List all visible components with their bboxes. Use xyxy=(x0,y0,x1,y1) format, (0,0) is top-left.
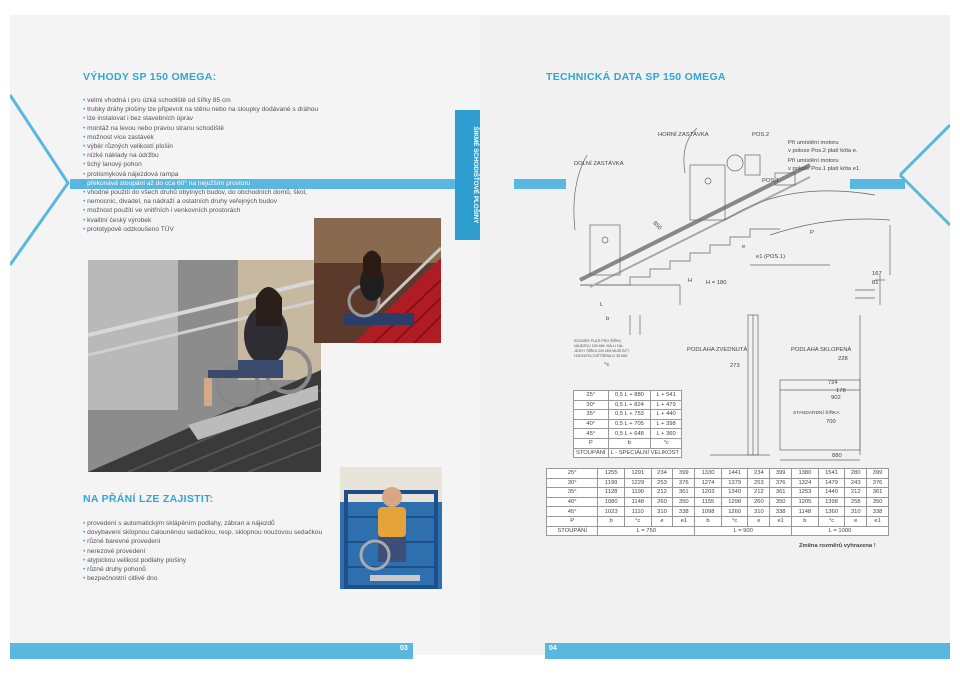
list-item: • možnost použití ve vnitřních i venkovních prostorách xyxy=(83,206,463,215)
dim-e1: e1 (POS.1) xyxy=(756,254,785,260)
table-cell: 1148 xyxy=(792,507,819,517)
table-cell: 1274 xyxy=(695,478,722,488)
table-cell: 1260 xyxy=(721,507,748,517)
list-item: • montáž na levou nebo pravou stranu schodiště xyxy=(83,124,463,133)
list-item: • provedení s automatickým sklápěním podlahy, zábran a nájezdů xyxy=(83,519,353,528)
table-cell: 1205 xyxy=(792,497,819,507)
table-cell: 310 xyxy=(651,507,673,517)
table-cell: 1098 xyxy=(695,507,722,517)
table-cell: °c xyxy=(721,516,748,526)
table-cell: 361 xyxy=(770,488,792,498)
table-cell: e xyxy=(651,516,673,526)
table-row xyxy=(547,478,889,488)
options-heading: NA PŘÁNÍ LZE ZAJISTIT: xyxy=(83,493,214,505)
dim-h180: H = 180 xyxy=(706,280,727,286)
table-cell: 1440 xyxy=(818,488,845,498)
table-cell: 361 xyxy=(673,488,695,498)
table-row: STOUPÁNÍ L - SPECIÁLNÍ VELIKOST xyxy=(574,448,682,458)
table-row xyxy=(547,469,889,479)
dim-81: 81 xyxy=(872,280,879,286)
table-row xyxy=(547,497,889,507)
dim-724: 724 xyxy=(828,380,838,386)
table-cell: 376 xyxy=(673,478,695,488)
list-item: • vhodné použití do všech druhů obytných budov, do obchodních domů, škol, xyxy=(83,188,463,197)
motor-note-1: Při umístění motoru xyxy=(788,140,839,146)
table-cell: 1253 xyxy=(792,488,819,498)
photo-red-staircase xyxy=(314,218,441,343)
table-cell: 350 xyxy=(867,497,889,507)
table-cell: 361 xyxy=(867,488,889,498)
table-cell: 35° xyxy=(547,488,598,498)
motor-note-2: v poloze Pos.2 platí kóta e. xyxy=(788,148,858,154)
table-row: 45° 0,5 L + 648 L + 360 xyxy=(574,429,682,439)
table-cell: 40° xyxy=(547,497,598,507)
dimension-table-body xyxy=(547,469,889,536)
dim-850: 850 xyxy=(651,220,663,232)
table-row: P b °c xyxy=(574,438,682,448)
dim-902: 902 xyxy=(831,395,841,401)
list-item-highlighted: • překonává stoupání až do cca 60° na nejužším prostoru xyxy=(83,179,463,188)
table-cell: 1298 xyxy=(721,497,748,507)
table-cell: 1291 xyxy=(624,469,651,479)
footer-bar-right xyxy=(545,643,950,659)
footer-bar-left xyxy=(10,643,413,659)
table-cell: e1 xyxy=(867,516,889,526)
brochure-spread xyxy=(10,15,950,655)
table-cell: 234 xyxy=(748,469,770,479)
table-cell: 45° xyxy=(547,507,598,517)
table-cell: L = 1000 xyxy=(792,526,889,536)
dim-167: 167 xyxy=(872,271,882,277)
table-cell: 350 xyxy=(770,497,792,507)
list-item: • výběr různých velikostí plošin xyxy=(83,142,463,151)
list-item: • nerezové provedení xyxy=(83,547,353,556)
label-floor-folded: PODLAHA SKLOPENÁ xyxy=(791,347,852,353)
table-row: 30° 0,5 L + 824 L + 479 xyxy=(574,400,682,410)
table-cell: 280 xyxy=(845,469,867,479)
table-cell: 1255 xyxy=(598,469,625,479)
table-cell: 1360 xyxy=(818,507,845,517)
photo-red-staircase-illustration xyxy=(314,218,441,343)
motor-note-3: Při umístění motoru xyxy=(788,158,839,164)
table-cell: 1379 xyxy=(721,478,748,488)
dim-h: H xyxy=(688,278,693,284)
table-cell: 260 xyxy=(748,497,770,507)
list-item: • protismyková nájezdová rampa xyxy=(83,170,463,179)
list-item: • kvalitní český výrobek xyxy=(83,216,463,225)
table-cell: 30° xyxy=(547,478,598,488)
rights-reserved-note: Změna rozměrů vyhrazena ! xyxy=(799,543,876,549)
vertical-label-text: ŠIKMÉ SCHODIŠŤOVÉ PLOŠINY xyxy=(472,126,479,224)
width-note: ROZMĚR PLATÍ PRO ŠÍŘKU NÁJEZDU 150 MM. MÁ-LI NÁ- JEZDY ŠÍŘKU 200 MM MUSÍ BÝT HODNOTA ZVĚTŠENA O 35 MM. xyxy=(574,339,630,358)
table-row xyxy=(547,516,889,526)
table-cell: b xyxy=(695,516,722,526)
table-cell: e1 xyxy=(770,516,792,526)
table-cell: 1080 xyxy=(598,497,625,507)
table-cell: 1023 xyxy=(598,507,625,517)
table-cell: 350 xyxy=(673,497,695,507)
table-cell: 1203 xyxy=(695,488,722,498)
table-cell: 258 xyxy=(845,497,867,507)
table-cell: °c xyxy=(818,516,845,526)
list-item: • dovybavení sklopnou čalouněnou sedačkou, resp. sklopnou nouzovou sedačkou xyxy=(83,528,353,537)
table-cell: 1441 xyxy=(721,469,748,479)
table-cell: 243 xyxy=(845,478,867,488)
table-cell: 399 xyxy=(673,469,695,479)
table-row: 35° 0,5 L + 753 L + 440 xyxy=(574,410,682,420)
table-cell: 253 xyxy=(651,478,673,488)
table-cell: 1190 xyxy=(624,488,651,498)
table-cell: 1340 xyxy=(721,488,748,498)
dim-228: 228 xyxy=(838,356,848,362)
table-cell: 1324 xyxy=(792,478,819,488)
table-cell: 1199 xyxy=(598,478,625,488)
table-row: 40° 0,5 L + 705 L + 398 xyxy=(574,419,682,429)
list-item: • lze instalovat i bez stavebních úprav xyxy=(83,114,463,123)
table-cell: e xyxy=(748,516,770,526)
table-cell: 25° xyxy=(547,469,598,479)
page-number-right: 04 xyxy=(549,645,557,652)
table-cell: 338 xyxy=(867,507,889,517)
dim-880: 880 xyxy=(832,453,842,459)
dim-p: P xyxy=(810,230,814,236)
table-cell: 1398 xyxy=(818,497,845,507)
dim-273: 273 xyxy=(730,363,740,369)
label-standard-width: STANDARDNÍ ŠÍŘKA xyxy=(793,411,840,416)
table-cell: 399 xyxy=(770,469,792,479)
label-upper-stop: HORNÍ ZASTÁVKA xyxy=(658,132,709,138)
table-cell: 212 xyxy=(651,488,673,498)
table-cell: e1 xyxy=(673,516,695,526)
table-cell: 376 xyxy=(770,478,792,488)
dim-b: b xyxy=(606,316,610,322)
special-size-table xyxy=(573,390,682,458)
table-cell: 212 xyxy=(748,488,770,498)
label-lower-stop: DOLNÍ ZASTÁVKA xyxy=(574,161,624,167)
deg-c-label: °c xyxy=(604,362,610,368)
motor-note-4: v poloze Pos.1 platí kóta e1. xyxy=(788,166,861,172)
list-item: • atypickou velikost podlahy plošiny xyxy=(83,556,353,565)
table-cell: 1229 xyxy=(624,478,651,488)
photo-stair-lift-illustration xyxy=(88,260,321,472)
list-item: • různé barevné provedení xyxy=(83,537,353,546)
table-cell: 1110 xyxy=(624,507,651,517)
table-cell: 376 xyxy=(867,478,889,488)
photo-platform-man-illustration xyxy=(340,467,442,589)
table-cell: b xyxy=(598,516,625,526)
list-item: • trubky dráhy plošiny lze připevnit na stěnu nebo na sloupky dodávané s dráhou xyxy=(83,105,463,114)
table-cell: 1148 xyxy=(624,497,651,507)
advantages-heading: VÝHODY SP 150 OMEGA: xyxy=(83,71,217,83)
table-row: 25° 0,5 L + 880 L + 541 xyxy=(574,391,682,401)
options-list xyxy=(83,519,353,583)
list-item: • bezpečnostní citlivé dno xyxy=(83,574,353,583)
table-cell: 253 xyxy=(748,478,770,488)
page-number-left: 03 xyxy=(400,645,408,652)
table-cell: 1541 xyxy=(818,469,845,479)
table-cell: 310 xyxy=(748,507,770,517)
list-item: • nízké náklady na údržbu xyxy=(83,151,463,160)
table-cell: 1330 xyxy=(695,469,722,479)
photo-platform-man xyxy=(340,467,442,589)
dimension-table xyxy=(546,468,889,536)
table-cell: 338 xyxy=(673,507,695,517)
list-item: • nemocnic, divadel, na nádraží a ostatních druhy veřejných budov xyxy=(83,197,463,206)
table-cell: 310 xyxy=(845,507,867,517)
list-item: • různé druhy pohonů xyxy=(83,565,353,574)
table-cell: P xyxy=(547,516,598,526)
table-cell: °c xyxy=(624,516,651,526)
table-cell: 1380 xyxy=(792,469,819,479)
table-cell: L = 900 xyxy=(695,526,792,536)
table-cell: 1155 xyxy=(695,497,722,507)
dim-L: L xyxy=(600,302,604,308)
dim-178: 178 xyxy=(836,388,846,394)
label-pos1: POS.1 xyxy=(762,178,780,184)
table-cell: 260 xyxy=(651,497,673,507)
table-cell: 1128 xyxy=(598,488,625,498)
table-cell: 234 xyxy=(651,469,673,479)
dim-700: 700 xyxy=(826,419,836,425)
table-cell: 338 xyxy=(770,507,792,517)
table-cell: b xyxy=(792,516,819,526)
list-item: • prototypově odzkoušeno TÜV xyxy=(83,225,463,234)
table-row xyxy=(547,526,889,536)
label-floor-raised: PODLAHA ZVEDNUTÁ xyxy=(687,347,748,353)
list-item: • možnost více zastávek xyxy=(83,133,463,142)
table-cell: L = 750 xyxy=(598,526,695,536)
table-row xyxy=(547,507,889,517)
label-pos2: POS.2 xyxy=(752,132,770,138)
right-page xyxy=(480,15,950,655)
advantages-list xyxy=(83,96,463,234)
table-cell: e xyxy=(845,516,867,526)
table-cell: 399 xyxy=(867,469,889,479)
table-cell: 1479 xyxy=(818,478,845,488)
technical-drawing xyxy=(480,15,950,655)
table-cell: 212 xyxy=(845,488,867,498)
table-cell: STOUPÁNÍ xyxy=(547,526,598,536)
left-page xyxy=(10,15,480,655)
tech-data-heading: TECHNICKÁ DATA SP 150 OMEGA xyxy=(546,71,726,83)
table-row xyxy=(547,488,889,498)
list-item: • velmi vhodná i pro úzká schodiště od šířky 85 cm xyxy=(83,96,463,105)
list-item: • tichý lanový pohon xyxy=(83,160,463,169)
photo-stair-lift-woman xyxy=(88,260,321,472)
dim-e: e xyxy=(742,244,746,250)
